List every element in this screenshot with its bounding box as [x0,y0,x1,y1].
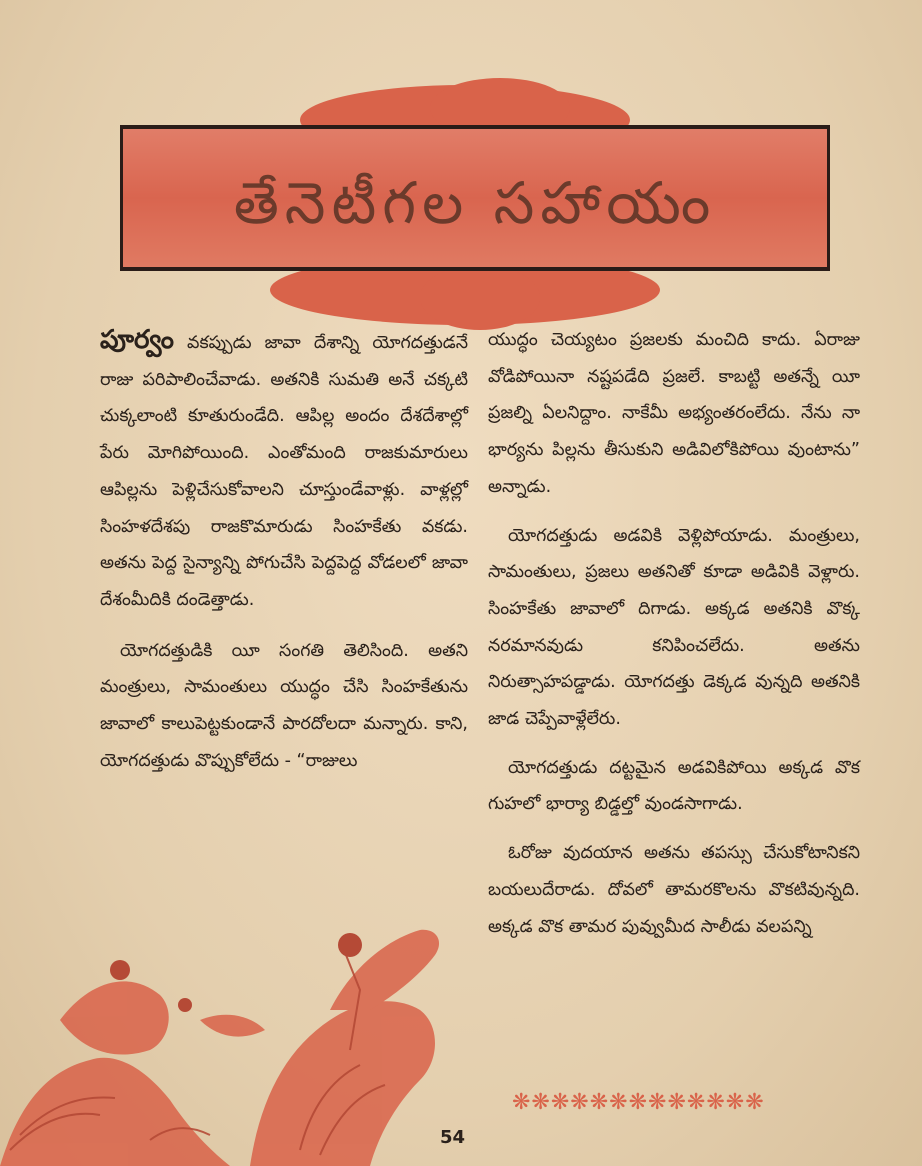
right-paragraph-1: యుద్ధం చెయ్యటం ప్రజలకు మంచిది కాదు. ఏరాజు వోడిపోయినా నష్టపడేది ప్రజలే. కాబట్టి అతన్నే యీ ప్రజల్ని ఏలనిద్దాం. నాకేమీ అభ్యంతరంలేదు. నేను నా భార్యను పిల్లను తీసుకుని అడివిలోకిపోయి వుంటాను” అన్నాడు. [488,330,860,497]
right-paragraph-3: యోగదత్తుడు దట్టమైన అడవికిపోయి అక్కడ వొక గుహలో భార్యా బిడ్డల్తో వుండసాగాడు. [488,757,860,815]
right-paragraph-4: ఓరోజు వుదయాన అతను తపస్సు చేసుకోటానికని బయలుదేరాడు. దోవలో తామరకొలను వొకటివున్నది. అక్కడ వొక తామర పువ్వుమీద సాలీడు వలపన్ని [488,843,860,937]
horsemen-illustration [0,900,460,1166]
right-paragraph-2: యోగదత్తుడు అడవికి వెళ్లిపోయాడు. మంత్రులు, సామంతులు, ప్రజలు అతనితో కూడా అడివికి వెళ్లారు. సింహకేతు జావాలో దిగాడు. అక్కడ అతనికి వొక్క నరమానవుడు కనిపించలేదు. అతను నిరుత్సాహపడ్డాడు. యోగదత్తు డెక్కడ వున్నది అతనికి జాడ చెప్పేవాళ్లేలేరు. [488,525,860,730]
story-title: తేనెటీగల సహాయం [233,169,717,237]
left-paragraph-1-text: వకప్పుడు జావా దేశాన్ని యోగదత్తుడనే రాజు పరిపాలించేవాడు. అతనికి సుమతి అనే చక్కటి చుక్కలాంటి కూతురుండేది. ఆపిల్ల అందం దేశదేశాల్లో పేరు మోగిపోయింది. ఎంతోమంది రాజకుమారులు ఆపిల్లను పెళ్లిచేసుకోవాలని చూస్తుండేవాళ్లు. వాళ్లల్లో సింహళదేశపు రాజకొమారుడు సింహకేతు వకడు. అతను పెద్ద సైన్యాన్ని పోగుచేసి పెద్దపెద్ద వోడలలో జావా దేశంమీదికి దండెత్తాడు. [100,333,468,610]
left-column [100,322,468,791]
page-number: 54 [440,1127,466,1148]
title-cloud-bottom-puff [420,265,540,330]
lead-word: పూర్వం [100,325,174,355]
left-paragraph-2: యోగదత్తుడికి యీ సంగతి తెలిసింది. అతని మంత్రులు, సామంతులు యుద్ధం చేసి సింహకేతును జావాలో కాలుపెట్టకుండానే పారదోలదా మన్నారు. కాని, యోగదత్తుడు వొప్పుకోలేదు - “రాజులు [100,640,468,771]
decorative-border-icon: ❋❋❋❋❋❋❋❋❋❋❋❋❋ [512,1090,765,1115]
left-paragraph-1 [100,322,468,619]
right-column [488,322,860,957]
title-banner [120,125,830,271]
